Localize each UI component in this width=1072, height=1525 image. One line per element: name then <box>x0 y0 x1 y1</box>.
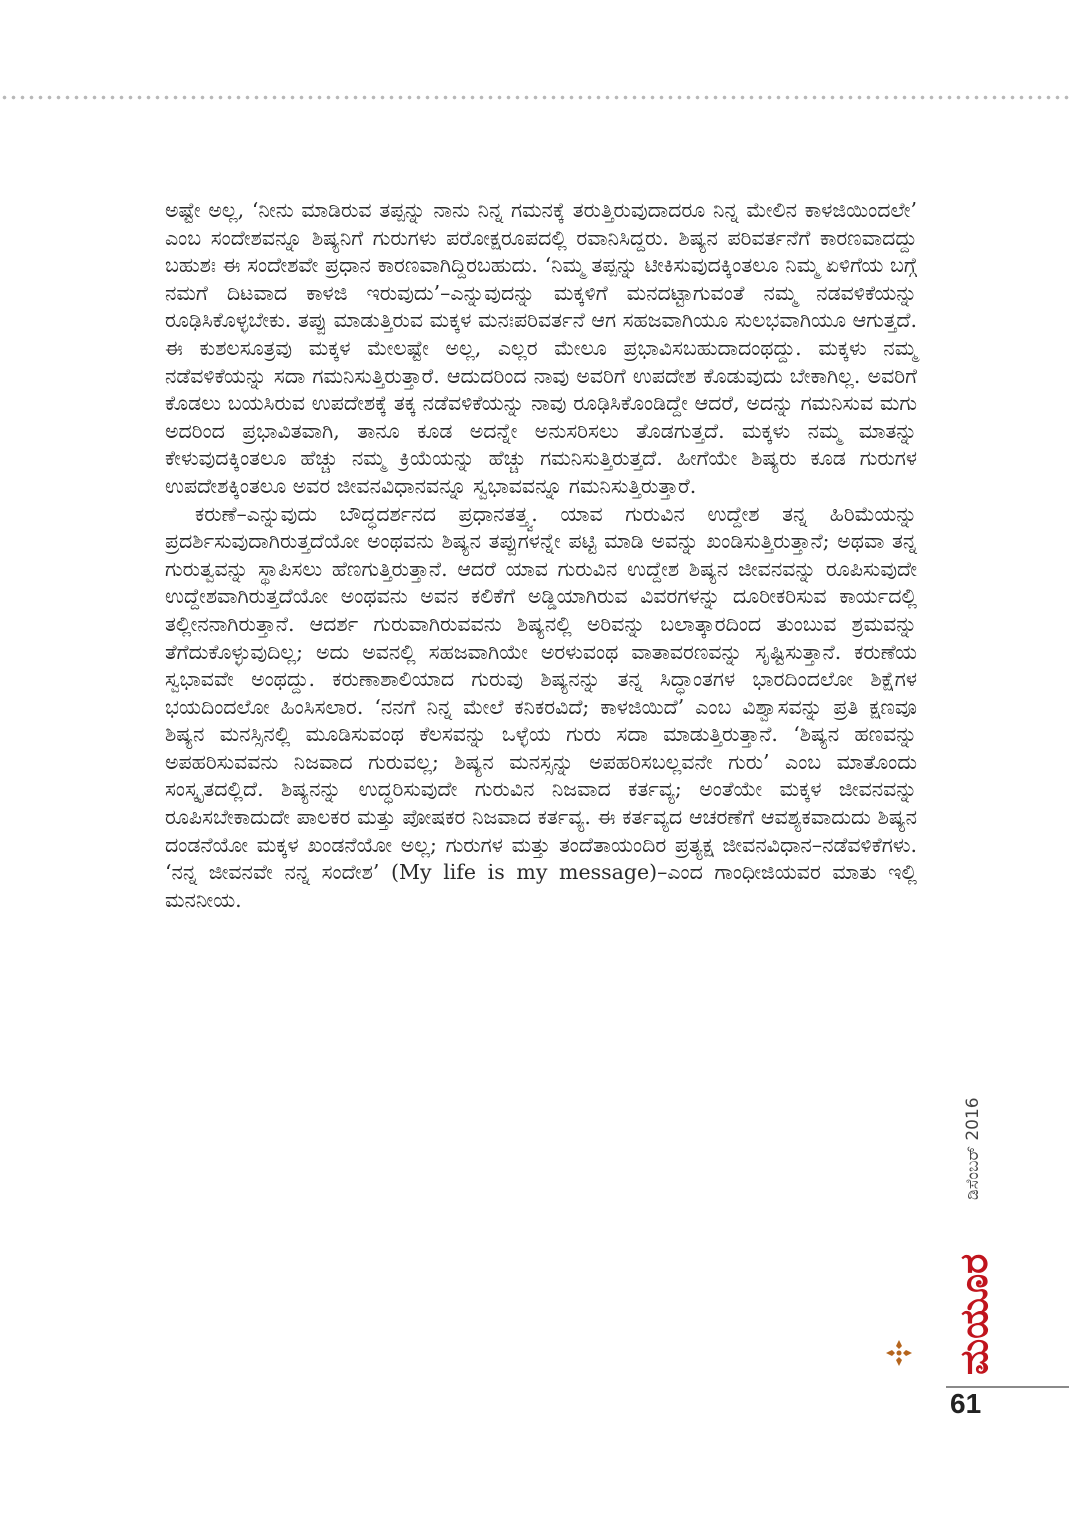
article-body <box>165 197 917 914</box>
magazine-sidebar <box>950 1097 996 1385</box>
article-paragraph-1: ಅಷ್ಟೇ ಅಲ್ಲ, ‘ನೀನು ಮಾಡಿರುವ ತಪ್ಪನ್ನು ನಾನು ನಿನ್ನ ಗಮನಕ್ಕೆ ತರುತ್ತಿರುವುದಾದರೂ ನಿನ್ನ ಮೇಲಿನ ಕಾಳಜಿಯಿಂದಲೇ’ ಎಂಬ ಸಂದೇಶವನ್ನೂ ಶಿಷ್ಯನಿಗೆ ಗುರುಗಳು ಪರೋಕ್ಷರೂಪದಲ್ಲಿ ರವಾನಿಸಿದ್ದರು. ಶಿಷ್ಯನ ಪರಿವರ್ತನೆಗೆ ಕಾರಣವಾದದ್ದು ಬಹುಶಃ ಈ ಸಂದೇಶವೇ ಪ್ರಧಾನ ಕಾರಣವಾಗಿದ್ದಿರಬಹುದು. ‘ನಿಮ್ಮ ತಪ್ಪನ್ನು ಟೀಕಿಸುವುದಕ್ಕಿಂತಲೂ ನಿಮ್ಮ ಏಳಿಗೆಯ ಬಗ್ಗೆ ನಮಗೆ ದಿಟವಾದ ಕಾಳಜಿ ಇರುವುದು’–ಎನ್ನುವುದನ್ನು ಮಕ್ಕಳಿಗೆ ಮನದಟ್ಟಾಗುವಂತೆ ನಮ್ಮ ನಡವಳಿಕೆಯನ್ನು ರೂಢಿಸಿಕೊಳ್ಳಬೇಕು. ತಪ್ಪು ಮಾಡುತ್ತಿರುವ ಮಕ್ಕಳ ಮನಃಪರಿವರ್ತನೆ ಆಗ ಸಹಜವಾಗಿಯೂ ಸುಲಭವಾಗಿಯೂ ಆಗುತ್ತದೆ. ಈ ಕುಶಲಸೂತ್ರವು ಮಕ್ಕಳ ಮೇಲಷ್ಟೇ ಅಲ್ಲ, ಎಲ್ಲರ ಮೇಲೂ ಪ್ರಭಾವಿಸಬಹುದಾದಂಥದ್ದು. ಮಕ್ಕಳು ನಮ್ಮ ನಡೆವಳಿಕೆಯನ್ನು ಸದಾ ಗಮನಿಸುತ್ತಿರುತ್ತಾರೆ. ಆದುದರಿಂದ ನಾವು ಅವರಿಗೆ ಉಪದೇಶ ಕೊಡುವುದು ಬೇಕಾಗಿಲ್ಲ. ಅವರಿಗೆ ಕೊಡಲು ಬಯಸಿರುವ ಉಪದೇಶಕ್ಕೆ ತಕ್ಕ ನಡೆವಳಿಕೆಯನ್ನು ನಾವು ರೂಢಿಸಿಕೊಂಡಿದ್ದೇ ಆದರೆ, ಅದನ್ನು ಗಮನಿಸುವ ಮಗು ಅದರಿಂದ ಪ್ರಭಾವಿತವಾಗಿ, ತಾನೂ ಕೂಡ ಅದನ್ನೇ ಅನುಸರಿಸಲು ತೊಡಗುತ್ತದೆ. ಮಕ್ಕಳು ನಮ್ಮ ಮಾತನ್ನು ಕೇಳುವುದಕ್ಕಿಂತಲೂ ಹೆಚ್ಚು ನಮ್ಮ ಕ್ರಿಯೆಯನ್ನು ಹೆಚ್ಚು ಗಮನಿಸುತ್ತಿರುತ್ತದೆ. ಹೀಗೆಯೇ ಶಿಷ್ಯರು ಕೂಡ ಗುರುಗಳ ಉಪದೇಶಕ್ಕಿಂತಲೂ ಅವರ ಜೀವನವಿಧಾನವನ್ನೂ ಸ್ವಭಾವವನ್ನೂ ಗಮನಿಸುತ್ತಿರುತ್ತಾರೆ. <box>165 198 917 498</box>
top-dotted-rule <box>0 95 1072 100</box>
end-ornament-icon <box>884 1338 914 1368</box>
article-paragraph-2: ಕರುಣೆ–ಎನ್ನುವುದು ಬೌದ್ಧದರ್ಶನದ ಪ್ರಧಾನತತ್ತ್ವ. ಯಾವ ಗುರುವಿನ ಉದ್ದೇಶ ತನ್ನ ಹಿರಿಮೆಯನ್ನು ಪ್ರದರ್ಶಿಸುವುದಾಗಿರುತ್ತದೆಯೋ ಅಂಥವನು ಶಿಷ್ಯನ ತಪ್ಪುಗಳನ್ನೇ ಪಟ್ಟಿ ಮಾಡಿ ಅವನ್ನು ಖಂಡಿಸುತ್ತಿರುತ್ತಾನೆ; ಅಥವಾ ತನ್ನ ಗುರುತ್ವವನ್ನು ಸ್ಥಾಪಿಸಲು ಹೆಣಗುತ್ತಿರುತ್ತಾನೆ. ಆದರೆ ಯಾವ ಗುರುವಿನ ಉದ್ದೇಶ ಶಿಷ್ಯನ ಜೀವನವನ್ನು ರೂಪಿಸುವುದೇ ಉದ್ದೇಶವಾಗಿರುತ್ತದೆಯೋ ಅಂಥವನು ಅವನ ಕಲಿಕೆಗೆ ಅಡ್ಡಿಯಾಗಿರುವ ವಿವರಗಳನ್ನು ದೂರೀಕರಿಸುವ ಕಾರ್ಯದಲ್ಲಿ ತಲ್ಲೀನನಾಗಿರುತ್ತಾನೆ. ಆದರ್ಶ ಗುರುವಾಗಿರುವವನು ಶಿಷ್ಯನಲ್ಲಿ ಅರಿವನ್ನು ಬಲಾತ್ಕಾರದಿಂದ ತುಂಬುವ ಶ್ರಮವನ್ನು ತೆಗೆದುಕೊಳ್ಳುವುದಿಲ್ಲ; ಅದು ಅವನಲ್ಲಿ ಸಹಜವಾಗಿಯೇ ಅರಳುವಂಥ ವಾತಾವರಣವನ್ನು ಸೃಷ್ಟಿಸುತ್ತಾನೆ. ಕರುಣೆಯ ಸ್ವಭಾವವೇ ಅಂಥದ್ದು. ಕರುಣಾಶಾಲಿಯಾದ ಗುರುವು ಶಿಷ್ಯನನ್ನು ತನ್ನ ಸಿದ್ಧಾಂತಗಳ ಭಾರದಿಂದಲೋ ಶಿಕ್ಷೆಗಳ ಭಯದಿಂದಲೋ ಹಿಂಸಿಸಲಾರ. ‘ನನಗೆ ನಿನ್ನ ಮೇಲೆ ಕನಿಕರವಿದೆ; ಕಾಳಜಿಯಿದೆ’ ಎಂಬ ವಿಶ್ವಾಸವನ್ನು ಪ್ರತಿ ಕ್ಷಣವೂ ಶಿಷ್ಯನ ಮನಸ್ಸಿನಲ್ಲಿ ಮೂಡಿಸುವಂಥ ಕೆಲಸವನ್ನು ಒಳ್ಳೆಯ ಗುರು ಸದಾ ಮಾಡುತ್ತಿರುತ್ತಾನೆ. ‘ಶಿಷ್ಯನ ಹಣವನ್ನು ಅಪಹರಿಸುವವನು ನಿಜವಾದ ಗುರುವಲ್ಲ; ಶಿಷ್ಯನ ಮನಸ್ಸನ್ನು ಅಪಹರಿಸಬಲ್ಲವನೇ ಗುರು’ ಎಂಬ ಮಾತೊಂದು ಸಂಸ್ಕೃತದಲ್ಲಿದೆ. ಶಿಷ್ಯನನ್ನು ಉದ್ಧರಿಸುವುದೇ ಗುರುವಿನ ನಿಜವಾದ ಕರ್ತವ್ಯ; ಅಂತೆಯೇ ಮಕ್ಕಳ ಜೀವನವನ್ನು ರೂಪಿಸಬೇಕಾದುದೇ ಪಾಲಕರ ಮತ್ತು ಪೋಷಕರ ನಿಜವಾದ ಕರ್ತವ್ಯ. ಈ ಕರ್ತವ್ಯದ ಆಚರಣೆಗೆ ಆವಶ್ಯಕವಾದುದು ಶಿಷ್ಯನ ದಂಡನೆಯೋ ಮಕ್ಕಳ ಖಂಡನೆಯೋ ಅಲ್ಲ; ಗುರುಗಳ ಮತ್ತು ತಂದೆತಾಯಂದಿರ ಪ್ರತ್ಯಕ್ಷ ಜೀವನವಿಧಾನ–ನಡೆವಳಿಕೆಗಳು. ‘ನನ್ನ ಜೀವನವೇ ನನ್ನ ಸಂದೇಶ’ (My life is my message)–ಎಂದ ಗಾಂಧೀಜಿಯವರ ಮಾತು ಇಲ್ಲಿ ಮನನೀಯ. <box>165 501 917 912</box>
issue-date: ಡಿಸೆಂಬರ್ 2016 <box>963 1097 983 1200</box>
magazine-logo: ಮಯೂರ <box>952 1253 996 1375</box>
page-number: 61 <box>950 1388 982 1419</box>
